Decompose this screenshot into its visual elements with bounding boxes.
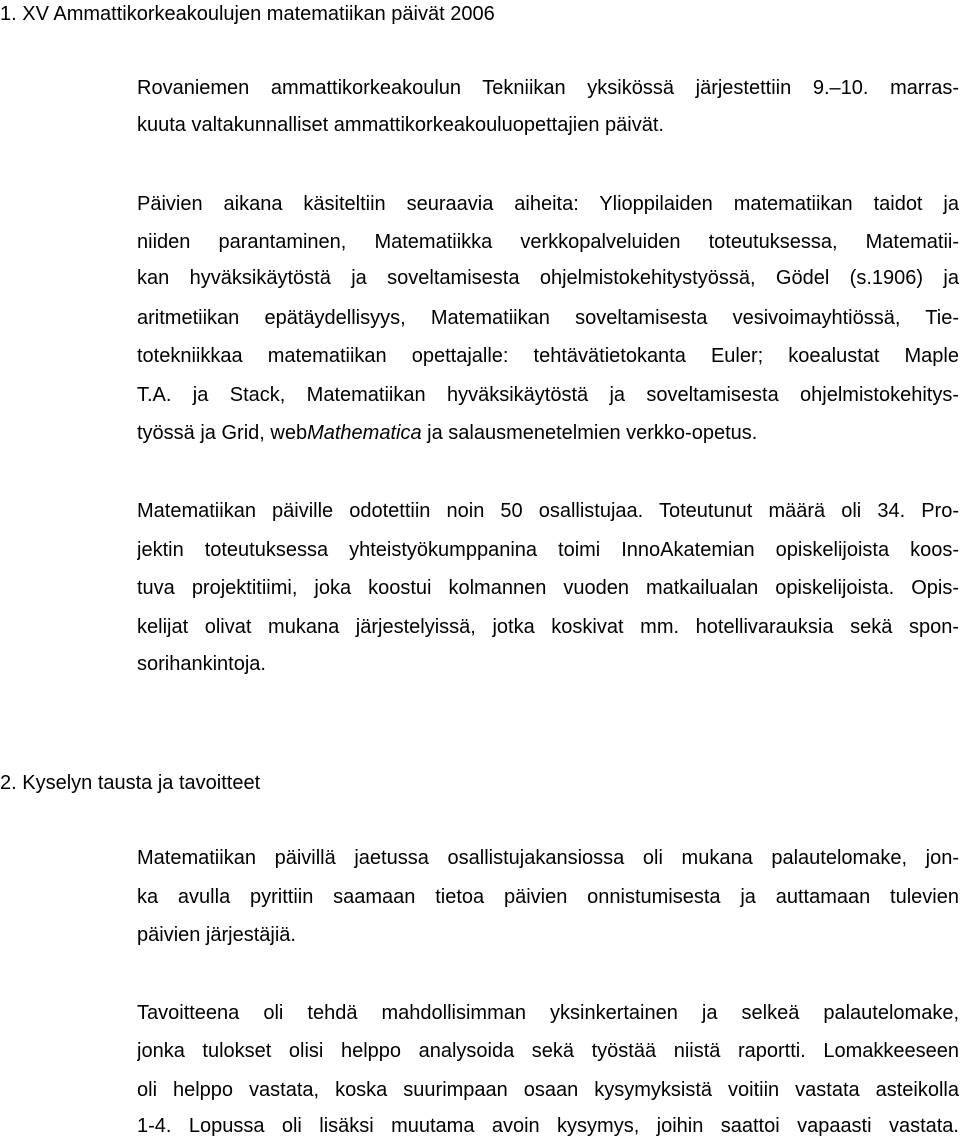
- paragraph-line: Matematiikan päivillä jaetussa osallistujakansiossa oli mukana palautelomake, jon-: [137, 847, 959, 869]
- paragraph-line: 1-4. Lopussa oli lisäksi muutama avoin kysymys, joihin saattoi vapaasti vastata.: [137, 1115, 959, 1137]
- paragraph-line: niiden parantaminen, Matematiikka verkkopalveluiden toteutuksessa, Matematii-: [137, 231, 959, 253]
- italic-term: Mathematica: [307, 422, 422, 444]
- paragraph-line: ka avulla pyrittiin saamaan tietoa päivien onnistumisesta ja auttamaan tulevien: [137, 886, 959, 908]
- paragraph-line: sorihankintoja.: [137, 653, 266, 675]
- section-2-heading: 2. Kyselyn tausta ja tavoitteet: [0, 772, 261, 794]
- text-run: ja salausmenetelmien verkko-opetus.: [421, 422, 758, 444]
- paragraph-line: Matematiikan päiville odotettiin noin 50 osallistujaa. Toteutunut määrä oli 34. Pro-: [137, 500, 959, 522]
- section-1-heading: 1. XV Ammattikorkeakoulujen matematiikan päivät 2006: [0, 3, 495, 25]
- paragraph-line: jektin toteutuksessa yhteistyökumppanina toimi InnoAkatemian opiskelijoista koos-: [137, 539, 959, 561]
- paragraph-line: totekniikkaa matematiikan opettajalle: tehtävätietokanta Euler; koealustat Maple: [137, 345, 959, 367]
- paragraph-line: Rovaniemen ammattikorkeakoulun Tekniikan yksikössä järjestettiin 9.‒10. marras-: [137, 77, 959, 99]
- paragraph-line: Tavoitteena oli tehdä mahdollisimman yksinkertainen ja selkeä palautelomake,: [137, 1002, 959, 1024]
- paragraph-line: T.A. ja Stack, Matematiikan hyväksikäytöstä ja soveltamisesta ohjelmistokehitys-: [137, 384, 959, 406]
- paragraph-line: [137, 421, 757, 445]
- paragraph-line: kelijat olivat mukana järjestelyissä, jotka koskivat mm. hotellivarauksia sekä spon-: [137, 616, 959, 638]
- paragraph-line: oli helppo vastata, koska suurimpaan osaan kysymyksistä voitiin vastata asteikolla: [137, 1079, 959, 1101]
- paragraph-line: jonka tulokset olisi helppo analysoida sekä työstää niistä raportti. Lomakkeeseen: [137, 1040, 959, 1062]
- paragraph-line: Päivien aikana käsiteltiin seuraavia aiheita: Ylioppilaiden matematiikan taidot ja: [137, 193, 959, 215]
- text-run: työssä ja Grid, web: [137, 422, 308, 444]
- paragraph-line: kan hyväksikäytöstä ja soveltamisesta ohjelmistokehitystyössä, Gödel (s.1906) ja: [137, 267, 959, 289]
- paragraph-line: tuva projektitiimi, joka koostui kolmannen vuoden matkailualan opiskelijoista. Opis-: [137, 577, 959, 599]
- paragraph-line: kuuta valtakunnalliset ammattikorkeakouluopettajien päivät.: [137, 114, 664, 136]
- paragraph-line: päivien järjestäjiä.: [137, 924, 296, 946]
- paragraph-line: aritmetiikan epätäydellisyys, Matematiikan soveltamisesta vesivoimayhtiössä, Tie-: [137, 307, 959, 329]
